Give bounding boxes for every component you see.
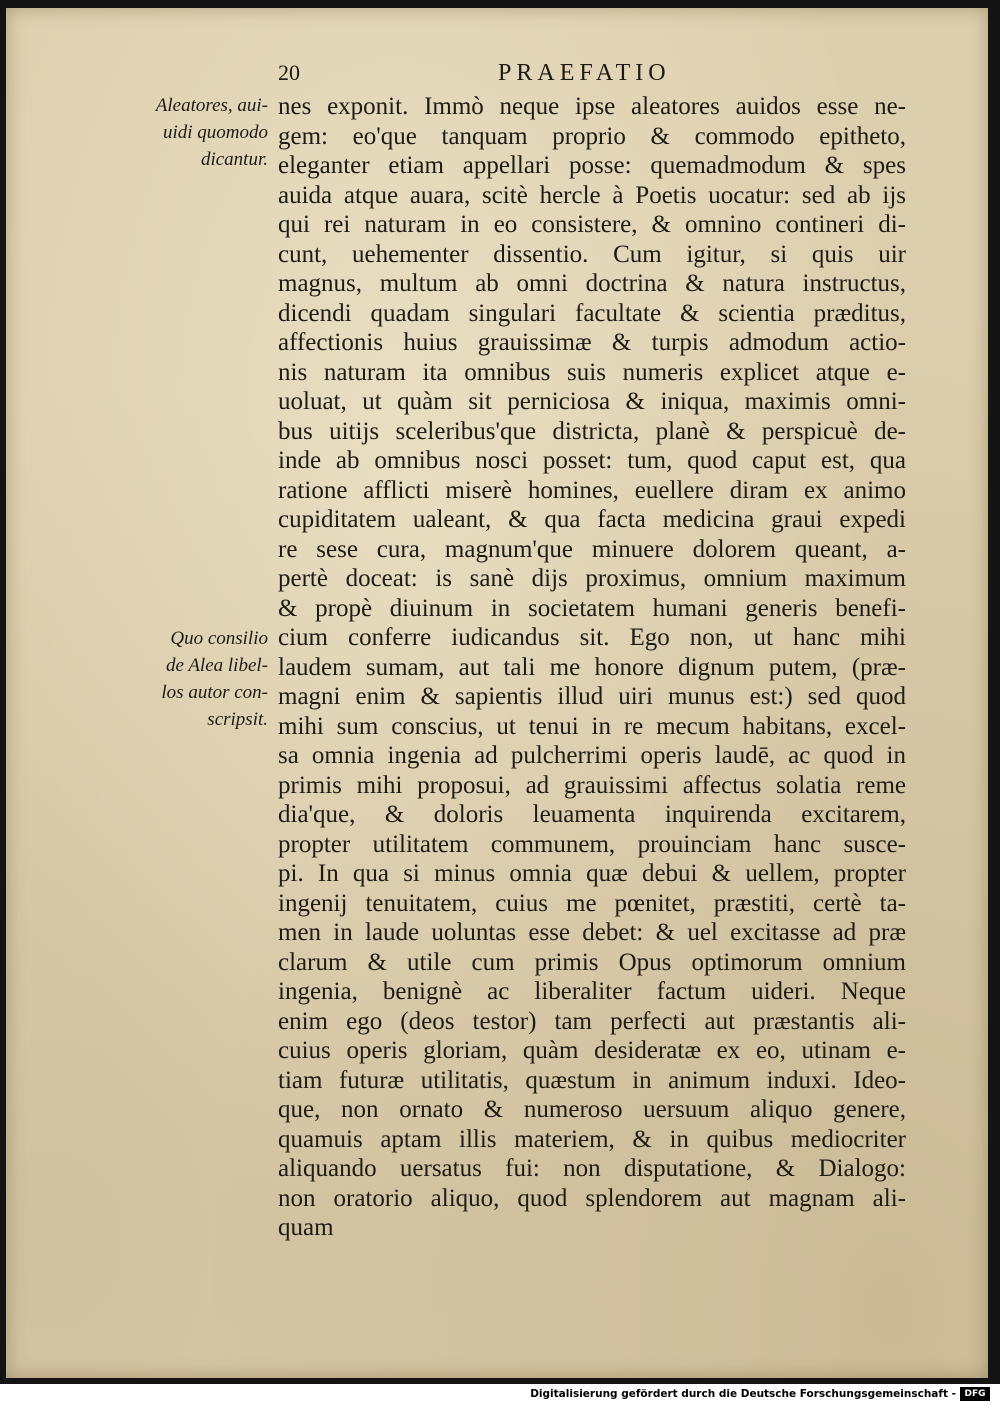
text-line: men in laude uoluntas esse debet: & uel excitasse ad præ (278, 919, 906, 946)
text-line: dicendi quadam singulari facultate & scientia præditus, (278, 299, 906, 327)
text-line: auida atque auara, scitè hercle à Poetis uocatur: sed ab ijs (278, 181, 906, 209)
marginal-line: los autor con- (161, 682, 268, 703)
text-line: pi. In qua si minus omnia quæ debui & uellem, propter (278, 860, 906, 887)
text-line: tiam futuræ utilitatis, quæstum in animum induxi. Ideo- (278, 1066, 906, 1094)
text-line: pertè doceat: is sanè dijs proximus, omnium maximum (278, 565, 906, 592)
text-line: quam (278, 1214, 334, 1241)
text-line: nis naturam ita omnibus suis numeris explicet atque e- (278, 358, 906, 386)
running-head: PRAEFATIO (498, 60, 671, 86)
marginal-line: de Alea libel- (165, 655, 268, 676)
text-line: cunt, uehementer dissentio. Cum igitur, si quis uir (278, 240, 906, 268)
text-line: re sese cura, magnum'que minuere dolorem queant, a- (278, 535, 906, 563)
text-line: & propè diuinum in societatem humani generis benefi- (278, 594, 906, 622)
text-line: gem: eo'que tanquam proprio & commodo epitheto, (278, 122, 906, 150)
text-line: magnus, multum ab omni doctrina & natura instructus, (278, 270, 906, 297)
marginal-line: dicantur. (200, 149, 268, 170)
text-line: bus uitijs sceleribus'que districta, planè & perspicuè de- (278, 417, 906, 445)
text-line: nes exponit. Immò neque ipse aleatores auidos esse ne- (278, 93, 906, 120)
marginal-note-consilio (133, 625, 268, 733)
marginal-line: scripsit. (207, 709, 268, 730)
text-line: cupiditatem ualeant, & qua facta medicina graui expedi (278, 506, 906, 533)
marginal-line: Quo consilio (170, 628, 268, 649)
text-line: ingenia, benignè ac liberaliter factum uideri. Neque (278, 978, 906, 1005)
text-line: inde ab omnibus nosci posset: tum, quod caput est, qua (278, 447, 906, 474)
dfg-logo: DFG (960, 1387, 990, 1401)
text-line: ratione afflicti miserè homines, euellere diram ex animo (278, 476, 906, 504)
page-number: 20 (278, 60, 300, 85)
text-line: magni enim & sapientis illud uiri munus est:) sed quod (278, 683, 906, 710)
text-line: primis mihi proposui, ad grauissimi affectus solatia reme (278, 771, 906, 799)
text-line: cium conferre iudicandus sit. Ego non, ut hanc mihi (278, 624, 906, 651)
text-line: propter utilitatem communem, prouinciam hanc susce- (278, 830, 906, 858)
text-line: aliquando uersatus fui: non disputatione, & Dialogo: (278, 1155, 906, 1182)
text-line: sa omnia ingenia ad pulcherrimi operis laudē, ac quod in (278, 742, 906, 769)
text-line: qui rei naturam in eo consistere, & omnino contineri di- (278, 211, 906, 238)
text-line: affectionis huius grauissimæ & turpis admodum actio- (278, 329, 906, 356)
text-line: eleganter etiam appellari posse: quemadmodum & spes (278, 152, 906, 179)
text-line: mihi sum conscius, ut tenui in re mecum habitans, excel- (278, 712, 906, 740)
text-line: non oratorio aliquo, quod splendorem aut magnam ali- (278, 1184, 906, 1212)
text-line: que, non ornato & numeroso uersuum aliquo genere, (278, 1096, 906, 1123)
text-line: ingenij tenuitatem, cuius me pœnitet, præstiti, certè ta- (278, 889, 906, 917)
text-line: quamuis aptam illis materiem, & in quibus mediocriter (278, 1125, 906, 1153)
marginal-line: Aleatores, aui- (155, 95, 268, 116)
digitization-credit: Digitalisierung gefördert durch die Deutsche Forschungsgemeinschaft - (530, 1388, 956, 1400)
marginal-line: uidi quomodo (162, 122, 268, 143)
text-line: clarum & utile cum primis Opus optimorum omnium (278, 948, 906, 976)
text-line: dia'que, & doloris leuamenta inquirenda excitarem, (278, 801, 906, 828)
text-line: laudem sumam, aut tali me honore dignum putem, (præ- (278, 653, 906, 681)
text-line: enim ego (deos testor) tam perfecti aut præstantis ali- (278, 1007, 906, 1035)
text-line: cuius operis gloriam, quàm desideratæ ex eo, utinam e- (278, 1037, 906, 1064)
body-text (278, 92, 906, 1243)
marginal-note-aleatores (133, 92, 268, 173)
text-line: uoluat, ut quàm sit perniciosa & iniqua, maximis omni- (278, 388, 906, 415)
